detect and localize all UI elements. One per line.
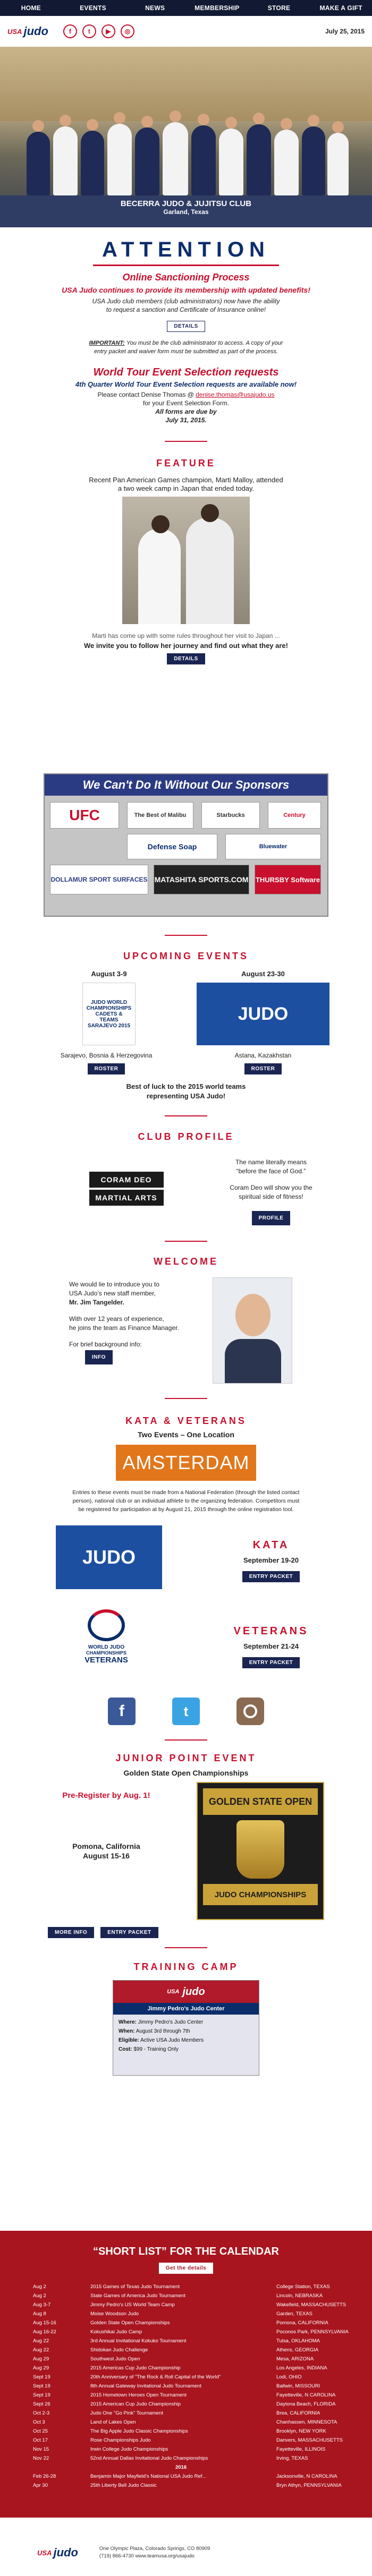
- footer-address-2: (719) 866-4730 www.teamusa.org/usajudo: [99, 2553, 195, 2559]
- junior-event-heading: JUNIOR POINT EVENT: [115, 1753, 257, 1763]
- event-1-date: August 3-9: [91, 970, 127, 978]
- welcome-heading: WELCOME: [154, 1256, 218, 1267]
- section-divider: [165, 935, 207, 936]
- calendar-row-date: Aug 16-22: [33, 2329, 56, 2335]
- calendar-row-location: Garden, TEXAS: [276, 2311, 312, 2317]
- sponsor-century[interactable]: Century: [268, 802, 321, 829]
- calendar-row-event: 2015 Games of Texas Judo Tournament: [90, 2284, 180, 2290]
- event-2-logo[interactable]: JUDO: [197, 983, 329, 1045]
- veterans-date: September 21-24: [243, 1642, 299, 1650]
- section-divider: [165, 1241, 207, 1242]
- veterans-logo-line-1: WORLD JUDO: [88, 1644, 125, 1650]
- hero-caption-club: BECERRA JUDO & JUJITSU CLUB: [120, 199, 252, 208]
- calendar-row-location: Fayetteville, N CAROLINA: [276, 2392, 336, 2398]
- feature-intro-1: Recent Pan American Games champion, Marti Malloy, attended: [89, 476, 283, 484]
- calendar-row-event: Land of Lakes Open: [90, 2419, 136, 2425]
- calendar-row-date: Feb 26-28: [33, 2473, 56, 2479]
- training-poster-logo-usa: USA: [167, 1989, 180, 1995]
- junior-buttons: [48, 1927, 324, 1938]
- sponsor-defense-soap[interactable]: Defense Soap: [127, 834, 217, 859]
- club-profile-text: [213, 1158, 329, 1225]
- calendar-row-date: Oct 2-3: [33, 2410, 50, 2416]
- calendar-row-event: 20th Anniversary of "The Rock & Roll Capital of the World": [90, 2374, 221, 2380]
- feature-after-2: We invite you to follow her journey and find out what they are!: [83, 642, 288, 650]
- youtube-icon[interactable]: ▶: [102, 24, 115, 38]
- veterans-logo[interactable]: [74, 1609, 138, 1678]
- calendar-row-event: Rose Championships Judo: [90, 2437, 151, 2443]
- calendar-row-event: Southwest Judo Open: [90, 2356, 140, 2362]
- calendar-row-date: Aug 2: [33, 2284, 46, 2290]
- section-divider: [165, 1115, 207, 1116]
- feature-details-button[interactable]: DETAILS: [167, 653, 205, 664]
- amsterdam-banner[interactable]: AMSTERDAM: [116, 1445, 256, 1481]
- club-group-figures: [21, 105, 351, 195]
- sanctioning-body-2: to request a sanction and Certificate of Insurance online!: [106, 306, 266, 313]
- calendar-row-date: Sept 19: [33, 2383, 50, 2389]
- world-tour-title: World Tour Event Selection requests: [93, 366, 279, 378]
- sponsor-ufc[interactable]: UFC: [50, 802, 119, 829]
- calendar-title: “SHORT LIST” FOR THE CALENDAR: [93, 2246, 279, 2257]
- staff-portrait[interactable]: [213, 1277, 292, 1384]
- club-text-3: Coram Deo will show you the: [230, 1184, 312, 1191]
- header: [0, 16, 372, 47]
- calendar-row-location: College Station, TEXAS: [276, 2284, 330, 2290]
- calendar-row-location: Los Angeles, INDIANA: [276, 2365, 327, 2371]
- junior-more-info-button[interactable]: MORE INFO: [48, 1927, 94, 1938]
- footer-logo[interactable]: [37, 2547, 78, 2558]
- calendar-row-location: Mesa, ARIZONA: [276, 2356, 314, 2362]
- sponsors-banner-title: We Can't Do It Without Our Sponsors: [45, 774, 327, 796]
- calendar-row-date: Aug 22: [33, 2338, 49, 2344]
- calendar-row-date: Oct 3: [33, 2419, 45, 2425]
- logo-judo-text: judo: [23, 24, 48, 38]
- training-when-label: When:: [119, 2028, 135, 2034]
- calendar-row-location: Bryn Athyn, PENNSYLVANIA: [276, 2483, 342, 2488]
- welcome-text-6: For brief background info:: [69, 1341, 142, 1348]
- calendar-details-button[interactable]: Get the details: [159, 2263, 213, 2274]
- calendar-row-date: Nov 22: [33, 2455, 49, 2461]
- footer-address-1: One Olympic Plaza, Colorado Springs, CO 80909: [99, 2546, 210, 2552]
- training-eligible-label: Eligible:: [119, 2037, 139, 2043]
- footer-logo-usa: USA: [37, 2548, 52, 2557]
- important-text: You must be the club administrator to access. A copy of your: [126, 340, 283, 346]
- training-poster-logo-judo: judo: [182, 1985, 205, 1998]
- calendar-row-date: Apr 30: [33, 2483, 48, 2488]
- coram-deo-logo-line-2: MARTIAL ARTS: [89, 1190, 164, 1206]
- calendar-row-event: 2015 Americas Cup Judo Championship: [90, 2365, 181, 2371]
- sanctioning-details-button[interactable]: DETAILS: [167, 321, 205, 332]
- calendar-row-date: Oct 17: [33, 2437, 48, 2443]
- section-divider: [165, 1398, 207, 1399]
- calendar-row-location: Chanhassen, MINNESOTA: [276, 2419, 337, 2425]
- feature-heading: FEATURE: [156, 458, 216, 468]
- usa-judo-logo[interactable]: [7, 25, 48, 37]
- coram-deo-logo[interactable]: [88, 1151, 165, 1226]
- nav-make-a-gift[interactable]: MAKE A GIFT: [319, 4, 362, 12]
- section-divider: [165, 1739, 207, 1741]
- facebook-icon[interactable]: f: [63, 24, 77, 38]
- calendar-row-event: Benjamin Major Mayfield's National USA Judo Ref...: [90, 2473, 207, 2479]
- event-2-date: August 23-30: [241, 970, 285, 978]
- kata-date: September 19-20: [243, 1556, 299, 1564]
- calendar-row-event: The Big Apple Judo Classic Championships: [90, 2428, 188, 2434]
- training-camp-poster[interactable]: [113, 1980, 259, 2076]
- sponsor-thursby[interactable]: THURSBY Software: [255, 865, 321, 894]
- calendar-row-event: 2015 American Cup Judo Championship: [90, 2401, 181, 2407]
- calendar-row-event: 3rd Annual Invitational Kokuko Tournament: [90, 2338, 187, 2344]
- calendar-row-location: Lodi, OHIO: [276, 2374, 302, 2380]
- feature-intro-2: a two week camp in Japan that ended today.: [117, 484, 255, 492]
- calendar-row-location: Ballwin, MISSOURI: [276, 2383, 320, 2389]
- header-social-links: [63, 24, 134, 38]
- club-text-4: spiritual side of fitness!: [239, 1193, 303, 1200]
- kata-entry-notice-2: person), national club or an individual athlete to the organizing federation. Competitors must: [72, 1498, 300, 1504]
- calendar-short-list: [0, 2231, 372, 2518]
- hero-caption-city: Garland, Texas: [163, 208, 209, 216]
- calendar-row-date: Nov 15: [33, 2446, 49, 2452]
- footer-address: [99, 2545, 210, 2560]
- calendar-row-event: 2015 Hometown Heroes Open Tournament: [90, 2392, 187, 2398]
- world-tour-subtitle: 4th Quarter World Tour Event Selection requests are available now!: [75, 380, 297, 388]
- important-text-2: entry packet and waiver form must be submitted as part of the process.: [94, 348, 278, 355]
- calendar-row-date: Sept 19: [33, 2392, 50, 2398]
- club-text-1: The name literally means: [235, 1158, 307, 1166]
- calendar-row-event: Jimmy Pedro's US World Team Camp: [90, 2302, 175, 2308]
- twitter-icon[interactable]: t: [82, 24, 96, 38]
- calendar-row-date: Oct 25: [33, 2428, 48, 2434]
- sponsor-starbucks[interactable]: Starbucks: [201, 802, 260, 829]
- training-poster-title: Jimmy Pedro's Judo Center: [113, 2003, 259, 2015]
- calendar-row-date: Aug 15-16: [33, 2320, 56, 2326]
- kata-title: KATA: [252, 1539, 290, 1551]
- kata-entry-packet-button[interactable]: ENTRY PACKET: [242, 1571, 300, 1582]
- calendar-row-location: Danvers, MASSACHUSETTS: [276, 2437, 343, 2443]
- calendar-row-event: 2016: [175, 2464, 187, 2470]
- calendar-row-location: Athens, GEORGIA: [276, 2347, 319, 2353]
- sponsor-dollamur[interactable]: DOLLAMUR SPORT SURFACES: [50, 865, 148, 894]
- kata-logo[interactable]: JUDO: [56, 1525, 162, 1589]
- sanctioning-body-1: USA Judo club members (club administrators) now have the ability: [92, 297, 280, 305]
- nav-news[interactable]: NEWS: [145, 4, 165, 12]
- world-tour-contact: [0, 391, 372, 398]
- poster-bottom-text: JUDO CHAMPIONSHIPS: [203, 1884, 318, 1905]
- club-text-2: “before the face of God.”: [236, 1167, 306, 1175]
- training-poster-logos: [113, 1981, 259, 2003]
- kata-entry-notice-1: Entries to these events must be made from a National Federation (through the listed contact: [72, 1489, 300, 1496]
- calendar-row-event: Golden State Open Championships: [90, 2320, 170, 2326]
- calendar-row-date: Sept 26: [33, 2401, 50, 2407]
- calendar-row-date: Aug 29: [33, 2356, 49, 2362]
- calendar-row-date: Sept 19: [33, 2374, 50, 2380]
- training-when: August 3rd through 7th: [136, 2028, 190, 2034]
- world-tour-email-link[interactable]: denise.thomas@usajudo.us: [196, 391, 275, 398]
- training-where-label: Where:: [119, 2019, 137, 2025]
- calendar-row-event: 8th Annual Gateway Invitational Judo Tournament: [90, 2383, 201, 2389]
- footer: [0, 2529, 372, 2576]
- hero-club-photo[interactable]: [0, 47, 372, 227]
- veterans-title: VETERANS: [233, 1625, 309, 1637]
- kata-subheading: Two Events – One Location: [138, 1430, 234, 1439]
- instagram-icon[interactable]: ◎: [121, 24, 134, 38]
- calendar-row-date: Aug 22: [33, 2347, 49, 2353]
- training-poster-details: [113, 2015, 259, 2057]
- poster-top-text: GOLDEN STATE OPEN: [203, 1788, 318, 1815]
- calendar-row-location: Lincoln, NEBRASKA: [276, 2293, 323, 2299]
- sanctioning-subtitle: Online Sanctioning Process: [122, 272, 250, 283]
- calendar-row-date: Aug 29: [33, 2365, 49, 2371]
- world-teams-luck-1: Best of luck to the 2015 world teams: [126, 1082, 246, 1090]
- welcome-staff-name: Mr. Jim Tangelder.: [69, 1299, 124, 1306]
- upcoming-events-heading: UPCOMING EVENTS: [123, 951, 249, 961]
- training-cost: $99 - Training Only: [133, 2046, 179, 2052]
- calendar-row-date: Aug 2: [33, 2293, 46, 2299]
- sponsor-matashita[interactable]: MATASHITA SPORTS.COM: [154, 865, 249, 894]
- calendar-row-location: Wakefield, MASSACHUSETTS: [276, 2302, 346, 2308]
- calendar-row-location: Jacksonville, N CAROLINA: [276, 2473, 337, 2479]
- important-label: IMPORTANT:: [89, 340, 125, 346]
- event-2-location: Astana, Kazakhstan: [234, 1052, 292, 1059]
- welcome-text-4: With over 12 years of experience,: [69, 1315, 164, 1323]
- calendar-row-location: Daytona Beach, FLORIDA: [276, 2401, 336, 2407]
- welcome-text-1: We would lie to introduce you to: [69, 1281, 159, 1288]
- facebook-icon[interactable]: f: [108, 1698, 136, 1725]
- sanctioning-lead: USA Judo continues to provide its membership with updated benefits!: [62, 286, 310, 294]
- sponsor-malibu[interactable]: The Best of Malibu: [127, 802, 193, 829]
- veterans-logo-line-3: VETERANS: [84, 1656, 128, 1665]
- event-1-location: Sarajevo, Bosnia & Herzegovina: [60, 1052, 153, 1059]
- calendar-row-date: Aug 8: [33, 2311, 46, 2317]
- sponsor-bluewater[interactable]: Bluewater: [225, 834, 321, 859]
- event-1-logo[interactable]: JUDO WORLD CHAMPIONSHIPS CADETS & TEAMS SARAJEVO 2015: [82, 983, 136, 1045]
- calendar-row-event: 25th Liberty Bell Judo Classic: [90, 2483, 157, 2488]
- calendar-row-date: Aug 3-7: [33, 2302, 51, 2308]
- nav-store[interactable]: STORE: [267, 4, 291, 12]
- preregister-text: Pre-Register by Aug. 1!: [62, 1791, 150, 1800]
- calendar-row-event: Shidokan Judo Challenge: [90, 2347, 148, 2353]
- feature-after-1: Marti has come up with some rules throughout her visit to Japan ...: [92, 632, 280, 639]
- twitter-icon[interactable]: t: [172, 1698, 200, 1725]
- kata-entry-notice: [0, 1488, 372, 1514]
- welcome-text: [48, 1280, 207, 1364]
- sponsors-banner[interactable]: [44, 773, 328, 917]
- veterans-logo-line-2: CHAMPIONSHIPS: [86, 1650, 126, 1656]
- training-cost-label: Cost:: [119, 2046, 132, 2052]
- hero-caption: [0, 199, 372, 216]
- calendar-row-event: Moise Woodson Judo: [90, 2311, 139, 2317]
- training-eligible: Active USA Judo Members: [140, 2037, 204, 2043]
- coram-deo-logo-line-1: CORAM DEO: [89, 1172, 164, 1188]
- footer-logo-judo: judo: [53, 2546, 78, 2559]
- kata-veterans-heading: KATA & VETERANS: [125, 1415, 247, 1426]
- veterans-entry-packet-button[interactable]: ENTRY PACKET: [242, 1657, 300, 1668]
- world-teams-luck-2: representing USA Judo!: [146, 1092, 226, 1100]
- calendar-row-location: Fayetteville, ILLINOIS: [276, 2446, 326, 2452]
- section-divider: [165, 441, 207, 442]
- golden-state-poster[interactable]: [197, 1782, 324, 1920]
- calendar-row-event: 52nd Annual Dallas Invitational Judo Championships: [90, 2455, 208, 2461]
- world-tour-due-date: July 31, 2015.: [165, 416, 207, 424]
- calendar-row-location: Tulsa, OKLAHOMA: [276, 2338, 320, 2344]
- calendar-row-event: State Games of America Judo Tournament: [90, 2293, 185, 2299]
- welcome-text-2: USA Judo’s new staff member,: [69, 1290, 156, 1297]
- junior-entry-packet-button[interactable]: ENTRY PACKET: [100, 1927, 158, 1938]
- junior-event-location: Pomona, California: [72, 1842, 140, 1850]
- club-profile-button[interactable]: PROFILE: [252, 1211, 291, 1225]
- club-profile-heading: CLUB PROFILE: [138, 1131, 234, 1142]
- instagram-icon[interactable]: [236, 1698, 264, 1725]
- nav-membership[interactable]: MEMBERSHIP: [195, 4, 240, 12]
- feature-photo[interactable]: [122, 497, 250, 624]
- event-2-roster-button[interactable]: ROSTER: [244, 1063, 282, 1074]
- world-tour-due-text: All forms are due by: [155, 408, 217, 415]
- event-1-roster-button[interactable]: ROSTER: [88, 1063, 125, 1074]
- training-where: Jimmy Pedro's Judo Center: [138, 2019, 204, 2025]
- calendar-row-event: Judo One "Go Pink" Tournament: [90, 2410, 164, 2416]
- junior-event-date: August 15-16: [83, 1852, 130, 1860]
- welcome-info-button[interactable]: INFO: [85, 1350, 113, 1364]
- calendar-row-event: Irwin College Judo Championships: [90, 2446, 168, 2452]
- attention-heading: ATTENTION: [102, 238, 270, 261]
- nav-events[interactable]: EVENTS: [80, 4, 106, 12]
- welcome-text-5: he joins the team as Finance Manager.: [69, 1324, 179, 1332]
- section-divider: [165, 1947, 207, 1948]
- training-camp-heading: TRAINING CAMP: [133, 1961, 239, 1972]
- nav-home[interactable]: HOME: [21, 4, 41, 12]
- calendar-row-event: Kokushikai Judo Camp: [90, 2329, 142, 2335]
- world-tour-form-text: for your Event Selection Form.: [142, 399, 230, 407]
- logo-usa-text: USA: [7, 27, 22, 36]
- kata-entry-notice-3: be registered for participation at by August 21, 2015 through the online registration tool.: [78, 1506, 294, 1513]
- calendar-row-location: Irving, TEXAS: [276, 2455, 308, 2461]
- junior-event-subheading: Golden State Open Championships: [123, 1769, 249, 1777]
- issue-date: July 25, 2015: [325, 28, 365, 35]
- calendar-row-location: Poconos Park, PENNSYLVANIA: [276, 2329, 349, 2335]
- world-tour-contact-text: Please contact Denise Thomas @: [97, 391, 194, 398]
- important-note: [0, 340, 372, 346]
- calendar-row-location: Pomona, CALIFORNIA: [276, 2320, 328, 2326]
- top-nav: [0, 0, 372, 16]
- calendar-row-location: Brea, CALIFORNIA: [276, 2410, 320, 2416]
- attention-underline: [93, 265, 279, 266]
- calendar-row-location: Brooklyn, NEW YORK: [276, 2428, 326, 2434]
